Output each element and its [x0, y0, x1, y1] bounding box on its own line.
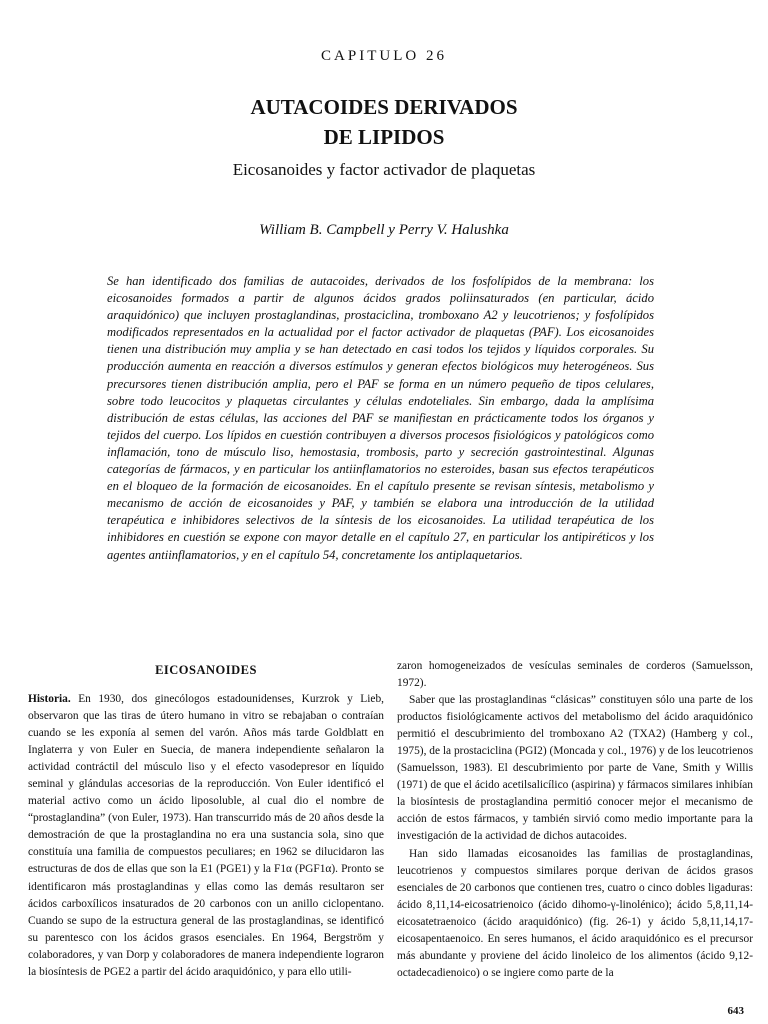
chapter-title — [0, 92, 768, 152]
page-number: 643 — [727, 1005, 744, 1017]
left-column — [28, 662, 384, 981]
chapter-title-line-2: DE LIPIDOS — [323, 125, 445, 149]
chapter-subtitle: Eicosanoides y factor activador de plaquetas — [232, 160, 536, 179]
right-paragraph-2: Saber que las prostaglandinas “clásicas” constituyen sólo una parte de los productos fisiológicamente activos del metabolismo del ácido araquidónico permitió el descubrimiento del tromboxano A2 (TXA2) (Hamberg y col., 1975), de la prostaciclina (PGI2) (Moncada y col., 1976) y de los leucotrienos (Samuelsson, 1983). El descubrimiento por parte de Vane, Smith y Willis (1971) de que el ácido acetilsalicílico (aspirina) y fármacos similares inhibían la biosíntesis de prostaglandina permitió conocer mejor el mecanismo de acción de estos fármacos, y también sirvió como medio importante para la investigación de la actividad de dichos autacoides. — [397, 694, 753, 843]
history-paragraph — [28, 691, 384, 981]
chapter-title-line-1: AUTACOIDES DERIVADOS — [250, 95, 518, 119]
section-heading: EICOSANOIDES — [155, 663, 257, 677]
right-paragraph-3: Han sido llamadas eicosanoides las familias de prostaglandinas, leucotrienos y compuestos similares porque derivan de ácidos grasos esenciales de 20 carbonos que contienen tres, cuatro o cinco dobles ligaduras: ácido 8,11,14-eicosatrienoico (ácido dihomo-γ-linolénico); ácido 5,8,11,14-eicosatetraenoico (ácido araquidónico) (fig. 26-1) y ácido 5,8,11,14,17-eicosapentaenoico. En seres humanos, el ácido araquidónico es el precursor más abundante y proviene del ácido linoleico de los alimentos (ácido 9,12-octadecadienoico) o se ingiere como parte de la — [397, 847, 753, 979]
right-column — [397, 658, 753, 982]
chapter-label: CAPITULO 26 — [321, 48, 447, 64]
abstract: Se han identificado dos familias de autacoides, derivados de los fosfolípidos de la membrana: los eicosanoides formados a partir de algunos ácidos grados poliinsaturados (en particular, ácido araquidónico) que incluyen prostaglandinas, prostaciclina, tromboxano A2 y leucotrienos; y fosfolípidos modificados representados en la actualidad por el factor activador de plaquetas (PAF). Los eicosanoides tienen una distribución muy amplia y se han detectado en casi todos los tejidos y líquidos corporales. Su producción aumenta en reacción a diversos estímulos y generan efectos biológicos muy heterogéneos. Sus precursores tienen distribución amplia, pero el PAF se forma en un número pequeño de tipos celulares, sobre todo leucocitos y plaquetas circulantes y células endoteliales. Sin embargo, dada la amplísima distribución de estas células, las acciones del PAF se manifiestan en prácticamente todos los órganos y tejidos del cuerpo. Los lípidos en cuestión contribuyen a diversos procesos fisiológicos y patológicos como inflamación, tono de músculo liso, hemostasia, trombosis, parto y secreción gastrointestinal. Algunas categorías de fármacos, y en particular los antiinflamatorios no esteroides, basan sus efectos terapéuticos en el bloqueo de la formación de eicosanoides. En el capítulo presente se revisan síntesis, metabolismo y mecanismo de acción de eicosanoides y PAF, y también se elabora una introducción de la utilidad terapéutica e inhibidores selectivos de la síntesis de los eicosanoides. La utilidad terapéutica de los inhibidores en cuestión se expone con mayor detalle en el capítulo 27, en particular los antipiréticos y los agentes antiinflamatorios, y en el capítulo 54, concretamente los antiplaquetarios. — [107, 274, 654, 562]
history-run-in-heading: Historia. — [28, 693, 71, 705]
authors: William B. Campbell y Perry V. Halushka — [259, 222, 509, 238]
right-paragraph-1: zaron homogeneizados de vesículas seminales de corderos (Samuelsson, 1972). — [397, 660, 753, 690]
history-text: En 1930, dos ginecólogos estadounidenses, Kurzrok y Lieb, observaron que las tiras de útero humano in vitro se rebajaban o contraían cuando se les exponía al semen del varón. Años más tarde Goldblatt en Inglaterra y von Euler en Suecia, de manera independiente señalaron la actividad contráctil del músculo liso y el efecto vasodepresor en líquido seminal y glándulas accesorias de la reproducción. Von Euler identificó el material activo como un ácido liposoluble, al cual dio el nombre de “prostaglandina” (von Euler, 1973). Han transcurrido más de 20 años desde la demostración de que la prostaglandina no era una sustancia sola, sino que constituía una familia de compuestos peculiares; en 1962 se dilucidaron las estructuras de dos de ellas que son la E1 (PGE1) y la F1α (PGF1α). Pronto se identificaron más prostaglandinas y ellas como las demás resultaron ser ácidos carboxílicos insaturados de 20 carbonos con un anillo ciclopentano. Cuando se supo de la estructura general de las prostaglandinas, se identificó su parentesco con los ácidos grasos esenciales. En 1964, Bergström y colaboradores, y van Dorp y colaboradores de manera independiente lograron la biosíntesis de PGE2 a partir del ácido araquidónico, y para ello utili- — [28, 693, 384, 978]
